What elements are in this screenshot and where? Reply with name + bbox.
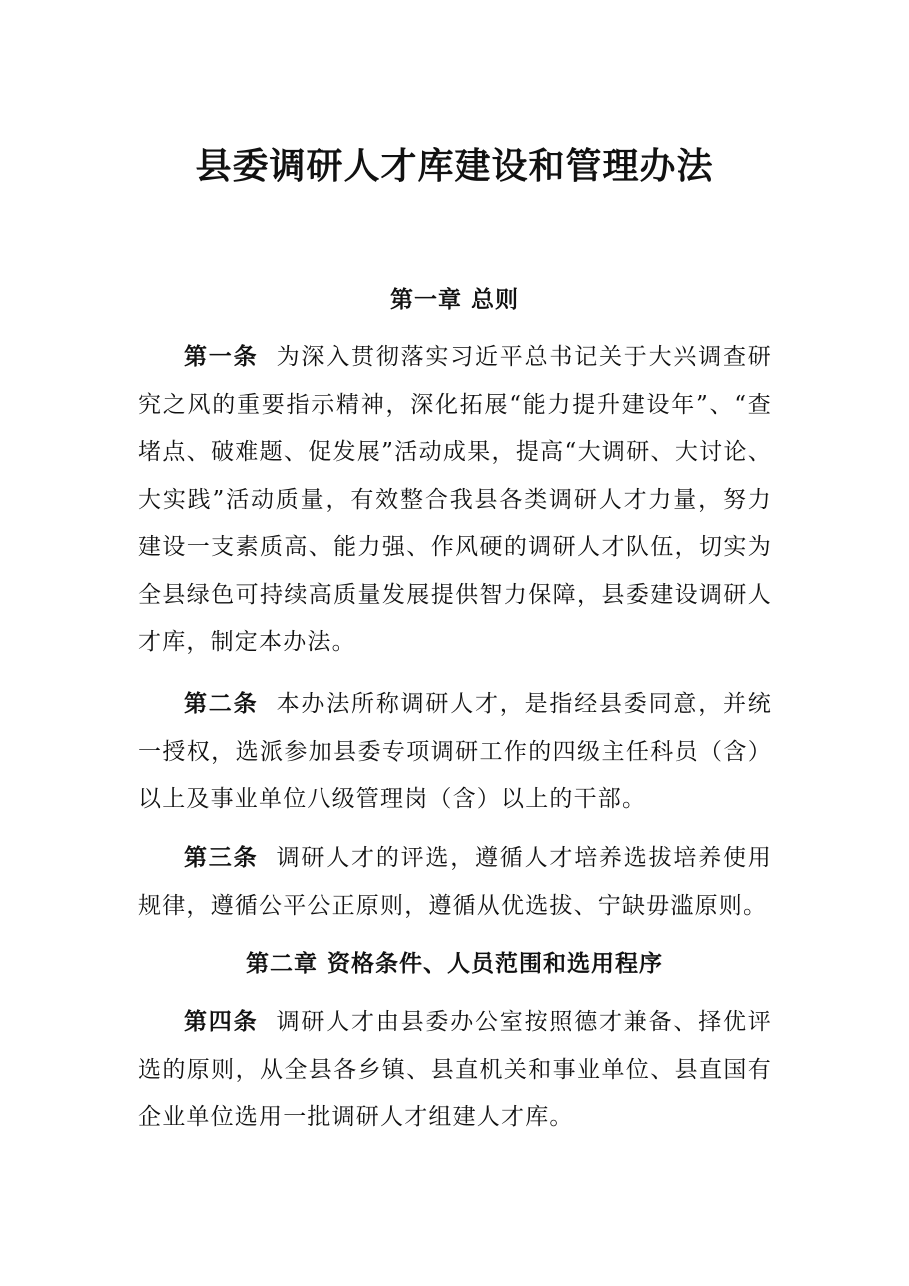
chapter-heading-2: 第二章 资格条件、人员范围和选用程序 [245, 950, 663, 977]
article-3 [138, 834, 772, 930]
article-label: 第四条 [184, 1008, 259, 1035]
article-2 [138, 680, 772, 824]
article-text: 为深入贯彻落实习近平总书记关于大兴调查研究之风的重要指示精神，深化拓展“能力提升建设年”、“查堵点、破难题、促发展”活动成果，提高“大调研、大讨论、大实践”活动质量，有效整合我县各类调研人才力量，努力建设一支素质高、能力强、作风硬的调研人才队伍，切实为全县绿色可持续高质量发展提供智力保障，县委建设调研人才库，制定本办法。 [138, 344, 772, 655]
article-label: 第二条 [184, 690, 259, 717]
article-text: 调研人才的评选，遵循人才培养选拔培养使用规律，遵循公平公正原则，遵循从优选拔、宁缺毋滥原则。 [138, 845, 772, 919]
article-text: 本办法所称调研人才，是指经县委同意，并统一授权，选派参加县委专项调研工作的四级主任科员（含）以上及事业单位八级管理岗（含）以上的干部。 [138, 691, 772, 812]
article-4 [138, 998, 772, 1142]
article-1 [138, 333, 772, 667]
article-label: 第三条 [184, 844, 259, 871]
article-text: 调研人才由县委办公室按照德才兼备、择优评选的原则，从全县各乡镇、县直机关和事业单位、县直国有企业单位选用一批调研人才组建人才库。 [138, 1009, 772, 1130]
chapter-heading-1: 第一章 总则 [389, 286, 519, 313]
document-title: 县委调研人才库建设和管理办法 [195, 145, 714, 187]
article-label: 第一条 [184, 343, 259, 370]
